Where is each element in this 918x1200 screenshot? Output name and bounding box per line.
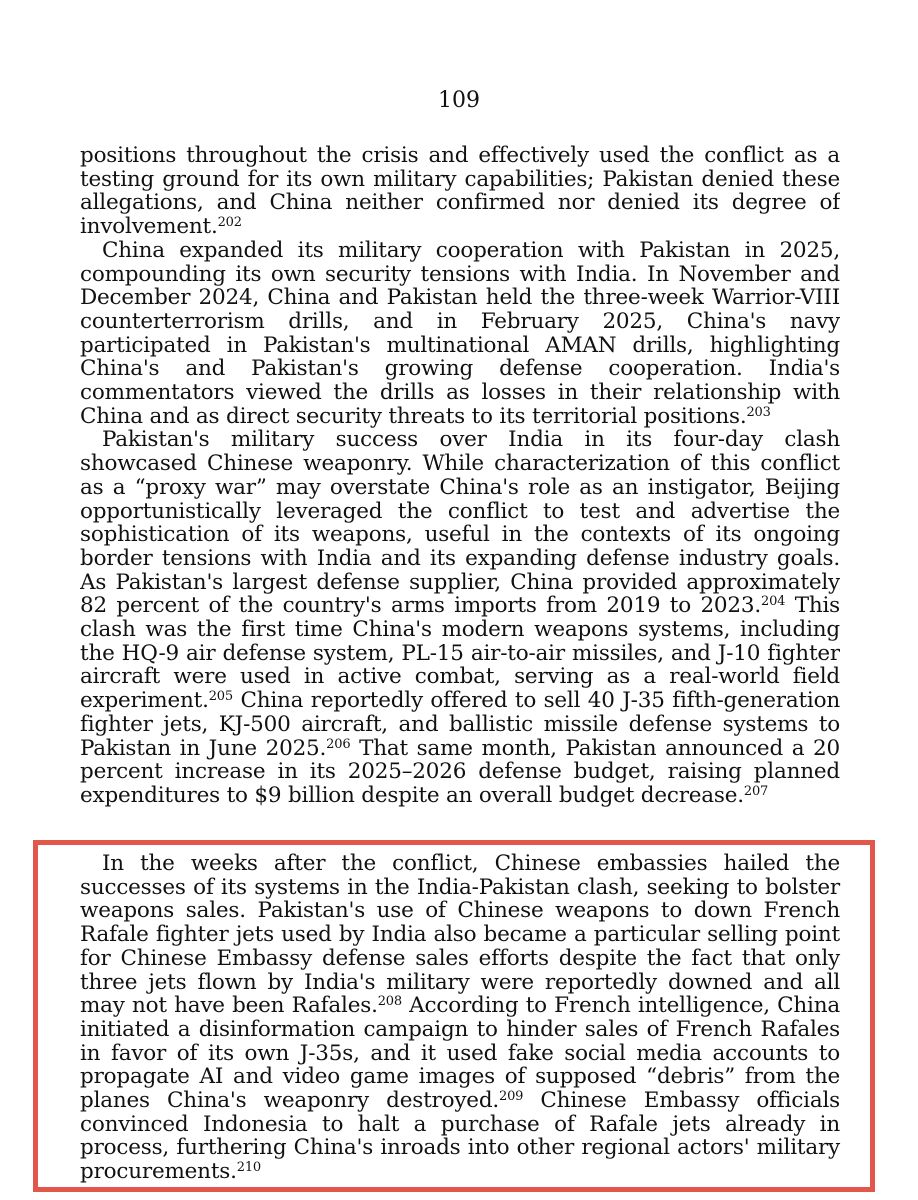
- paragraph-3-text-a: Pakistan's military success over India in its four-day clash showcased Chinese weaponry. While characterization of this conflict as a “proxy war” may overstate China's role as an instigator, Beijing opportunistically leveraged the conflict to test and advertise the sophistication of its weapons, useful in the contexts of its ongoing border tensions with India and its expanding defense industry goals. As Pakistan's largest defense supplier, China provided approximately 82 percent of the country's arms imports from 2019 to 2023.: [80, 427, 840, 619]
- footnote-ref-203: 203: [746, 404, 771, 420]
- footnote-ref-208: 208: [377, 994, 402, 1010]
- paragraph-3-text-c: China reportedly offered to sell 40 J-35 fifth-generation fighter jets, KJ-500 aircraft, and ballistic missile defense systems to Pakistan in June 2025.: [80, 688, 840, 761]
- paragraph-4-text-b: According to French intelligence, China initiated a disinformation campaign to hinder sales of French Rafales in favor of its own J-35s, and it used fake social media accounts to propagate AI and video game images of supposed “debris” from the planes China's weaponry destroyed.: [80, 993, 840, 1114]
- paragraph-1-text: positions throughout the crisis and effectively used the conflict as a testing ground for its own military capabilities; Pakistan denied these allegations, and China neither confirmed nor denied its degree of involvement.: [80, 144, 840, 240]
- footnote-ref-209: 209: [499, 1089, 524, 1105]
- paragraph-1: [80, 144, 840, 239]
- paragraph-3: [80, 428, 840, 807]
- paragraph-2: [80, 239, 840, 429]
- paragraph-3-text-d: That same month, Pakistan announced a 20 percent increase in its 2025–2026 defense budget, raising planned expenditures to $9 billion despite an overall budget decrease.: [80, 735, 840, 808]
- body-text-upper: [80, 144, 840, 838]
- footnote-ref-210: 210: [236, 1160, 261, 1176]
- footnote-ref-207: 207: [743, 783, 769, 799]
- paragraph-4: [80, 852, 840, 1184]
- footnote-ref-205: 205: [208, 689, 233, 705]
- body-text-highlighted: [80, 852, 840, 1184]
- page-number: 109: [438, 88, 480, 113]
- paragraph-3-text-b: This clash was the first time China's modern weapons systems, including the HQ-9 air defense system, PL-15 air-to-air missiles, and J-10 fighter aircraft were used in active combat, serving as a real-world field experiment.: [80, 593, 840, 714]
- footnote-ref-204: 204: [761, 594, 786, 610]
- paragraph-2-text: China expanded its military cooperation with Pakistan in 2025, compounding its own security tensions with India. In November and December 2024, China and Pakistan held the three-week Warrior-VIII counterterrorism drills, and in February 2025, China's navy participated in Pakistan's multinational AMAN drills, highlighting China's and Pakistan's growing defense cooperation. India's commentators viewed the drills as losses in their relationship with China and as direct security threats to its territorial positions.: [80, 237, 840, 429]
- footnote-ref-202: 202: [217, 215, 242, 231]
- paragraph-4-text-a: In the weeks after the conflict, Chinese embassies hailed the successes of its systems in the India-Pakistan clash, seeking to bolster weapons sales. Pakistan's use of Chinese weapons to down French Rafale fighter jets used by India also became a particular selling point for Chinese Embassy defense sales efforts despite the fact that only three jets flown by India's military were reportedly downed and all may not have been Rafales.: [80, 851, 840, 1019]
- paragraph-4-text-c: Chinese Embassy officials convinced Indonesia to halt a purchase of Rafale jets already in process, furthering China's inroads into other regional actors' military procurements.: [80, 1088, 840, 1185]
- footnote-ref-206: 206: [326, 736, 351, 752]
